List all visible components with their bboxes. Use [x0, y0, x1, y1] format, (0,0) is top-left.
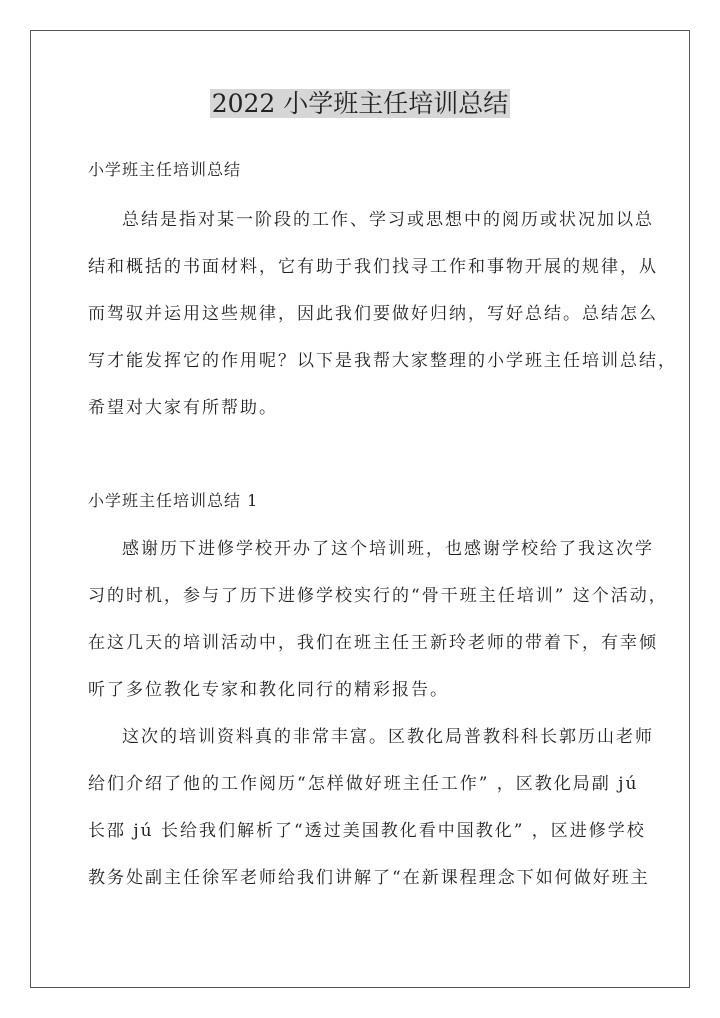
- intro-line: 总结是指对某一阶段的工作、学习或思想中的阅历或状况加以总: [122, 210, 654, 230]
- intro-line: 结和概括的书面材料，它有助于我们找寻工作和事物开展的规律，从: [88, 257, 658, 277]
- paragraph-line: 给们介绍了他的工作阅历“怎样做好班主任工作” ，区教化局副 jú: [88, 774, 639, 794]
- paragraph-line: 这次的培训资料真的非常丰富。区教化局普教科科长郭历山老师: [122, 727, 654, 747]
- paragraph-line: 感谢历下进修学校开办了这个培训班，也感谢学校给了我这次学: [122, 539, 654, 559]
- intro-line: 希望对大家有所帮助。: [88, 398, 278, 418]
- document-title: [0, 86, 720, 122]
- paragraph-line: 教务处副主任徐军老师给我们讲解了“在新课程理念下如何做好班主: [88, 868, 650, 888]
- intro-heading: 小学班主任培训总结: [88, 160, 242, 179]
- section-heading: 小学班主任培训总结 1: [88, 491, 259, 510]
- paragraph-line: 长邵 jú 长给我们解析了“透过美国教化看中国教化” ，区进修学校: [88, 821, 646, 841]
- document-title-text: 2022 小学班主任培训总结: [211, 89, 509, 118]
- paragraph-line: 习的时机，参与了历下进修学校实行的“骨干班主任培训” 这个活动，: [88, 586, 668, 606]
- paragraph-line: 听了多位教化专家和教化同行的精彩报告。: [88, 680, 449, 700]
- paragraph-line: 在这几天的培训活动中，我们在班主任王新玲老师的带着下，有幸倾: [88, 633, 658, 653]
- intro-line: 写才能发挥它的作用呢？以下是我帮大家整理的小学班主任培训总结，: [88, 351, 677, 371]
- intro-line: 而驾驭并运用这些规律，因此我们要做好归纳，写好总结。总结怎么: [88, 304, 658, 324]
